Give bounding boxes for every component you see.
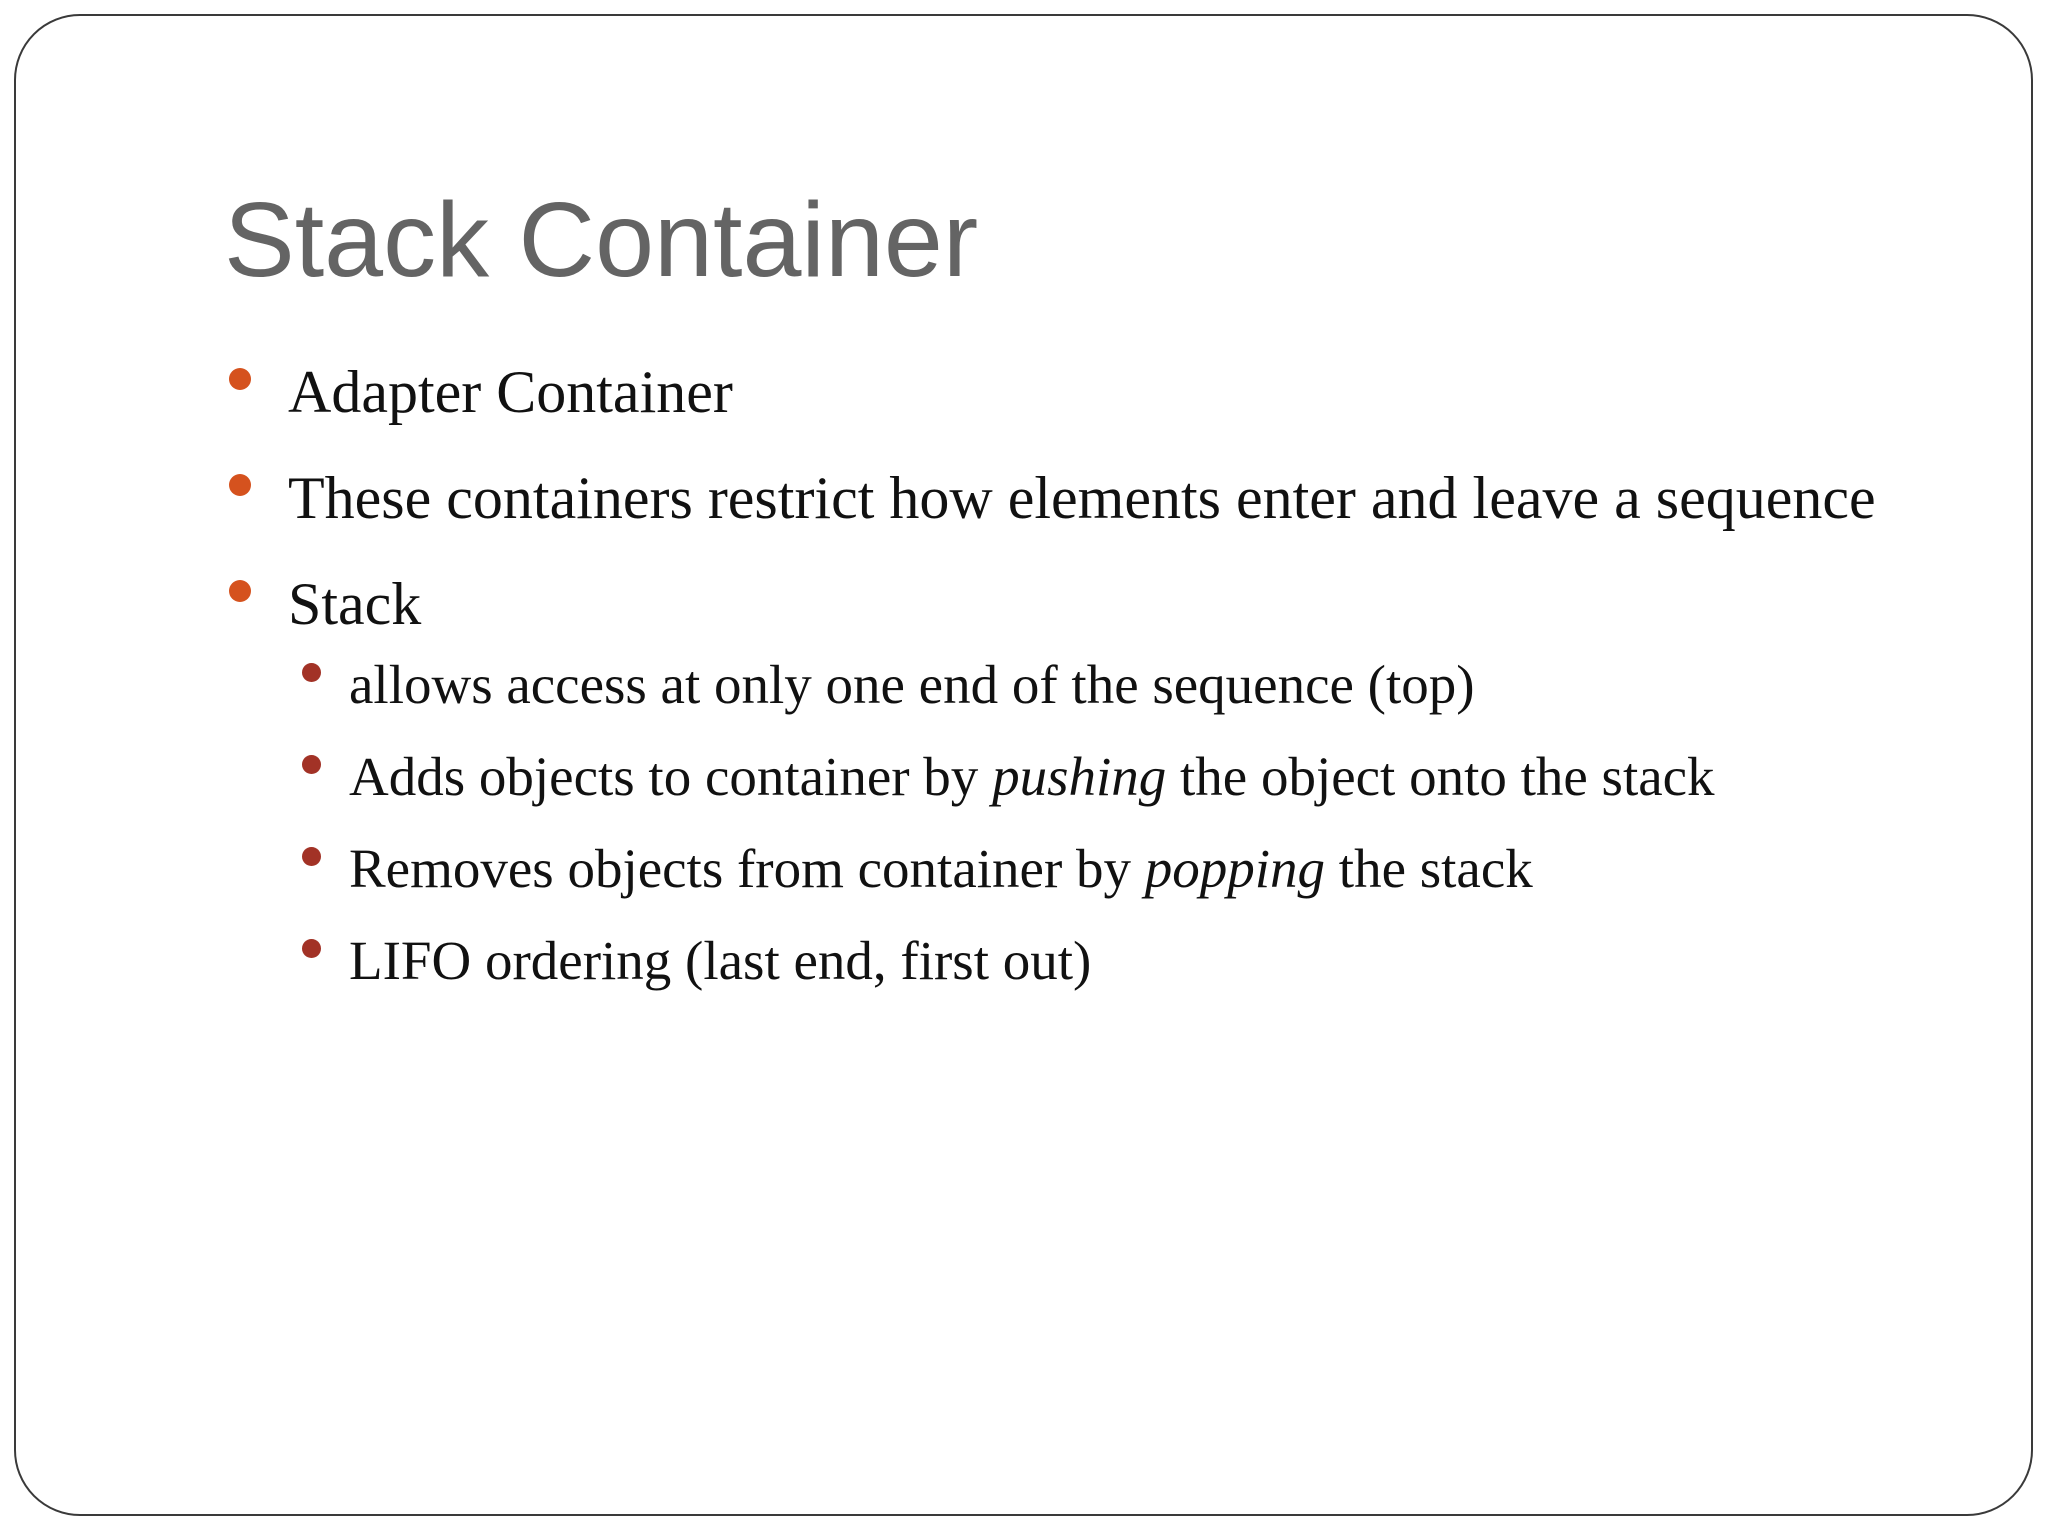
bullet-text: Stack (288, 571, 422, 637)
bullet-item (224, 348, 1904, 437)
sub-bullet-text: allows access at only one end of the sequence (top) (349, 654, 1475, 715)
bullet-list (224, 348, 1904, 1024)
sub-bullet-dot-icon (302, 755, 321, 774)
bullet-item (224, 560, 1904, 1007)
sub-bullet-text-start: Adds objects to container by (349, 746, 993, 807)
bullet-text: These containers restrict how elements enter and leave a sequence (288, 465, 1876, 531)
bullet-dot-icon (229, 474, 251, 496)
sub-bullet-text-start: Removes objects from container by (349, 838, 1145, 899)
sub-bullet-text-end: the object onto the stack (1166, 746, 1715, 807)
sub-bullet-dot-icon (302, 847, 321, 866)
bullet-text: Adapter Container (288, 359, 733, 425)
sub-bullet-dot-icon (302, 663, 321, 682)
sub-bullet-dot-icon (302, 939, 321, 958)
sub-bullet-item (224, 915, 1904, 1007)
sub-bullet-item (224, 823, 1904, 915)
sub-bullet-list (288, 639, 1904, 1007)
emphasis-popping: popping (1144, 838, 1326, 899)
emphasis-pushing: pushing (992, 746, 1167, 807)
sub-bullet-text: LIFO ordering (last end, first out) (349, 930, 1092, 991)
sub-bullet-text-end: the stack (1325, 838, 1533, 899)
bullet-item (224, 454, 1904, 543)
sub-bullet-item (224, 731, 1904, 823)
bullet-dot-icon (229, 580, 251, 602)
sub-bullet-item (224, 639, 1904, 731)
slide-title: Stack Container (224, 181, 979, 299)
bullet-dot-icon (229, 368, 251, 390)
